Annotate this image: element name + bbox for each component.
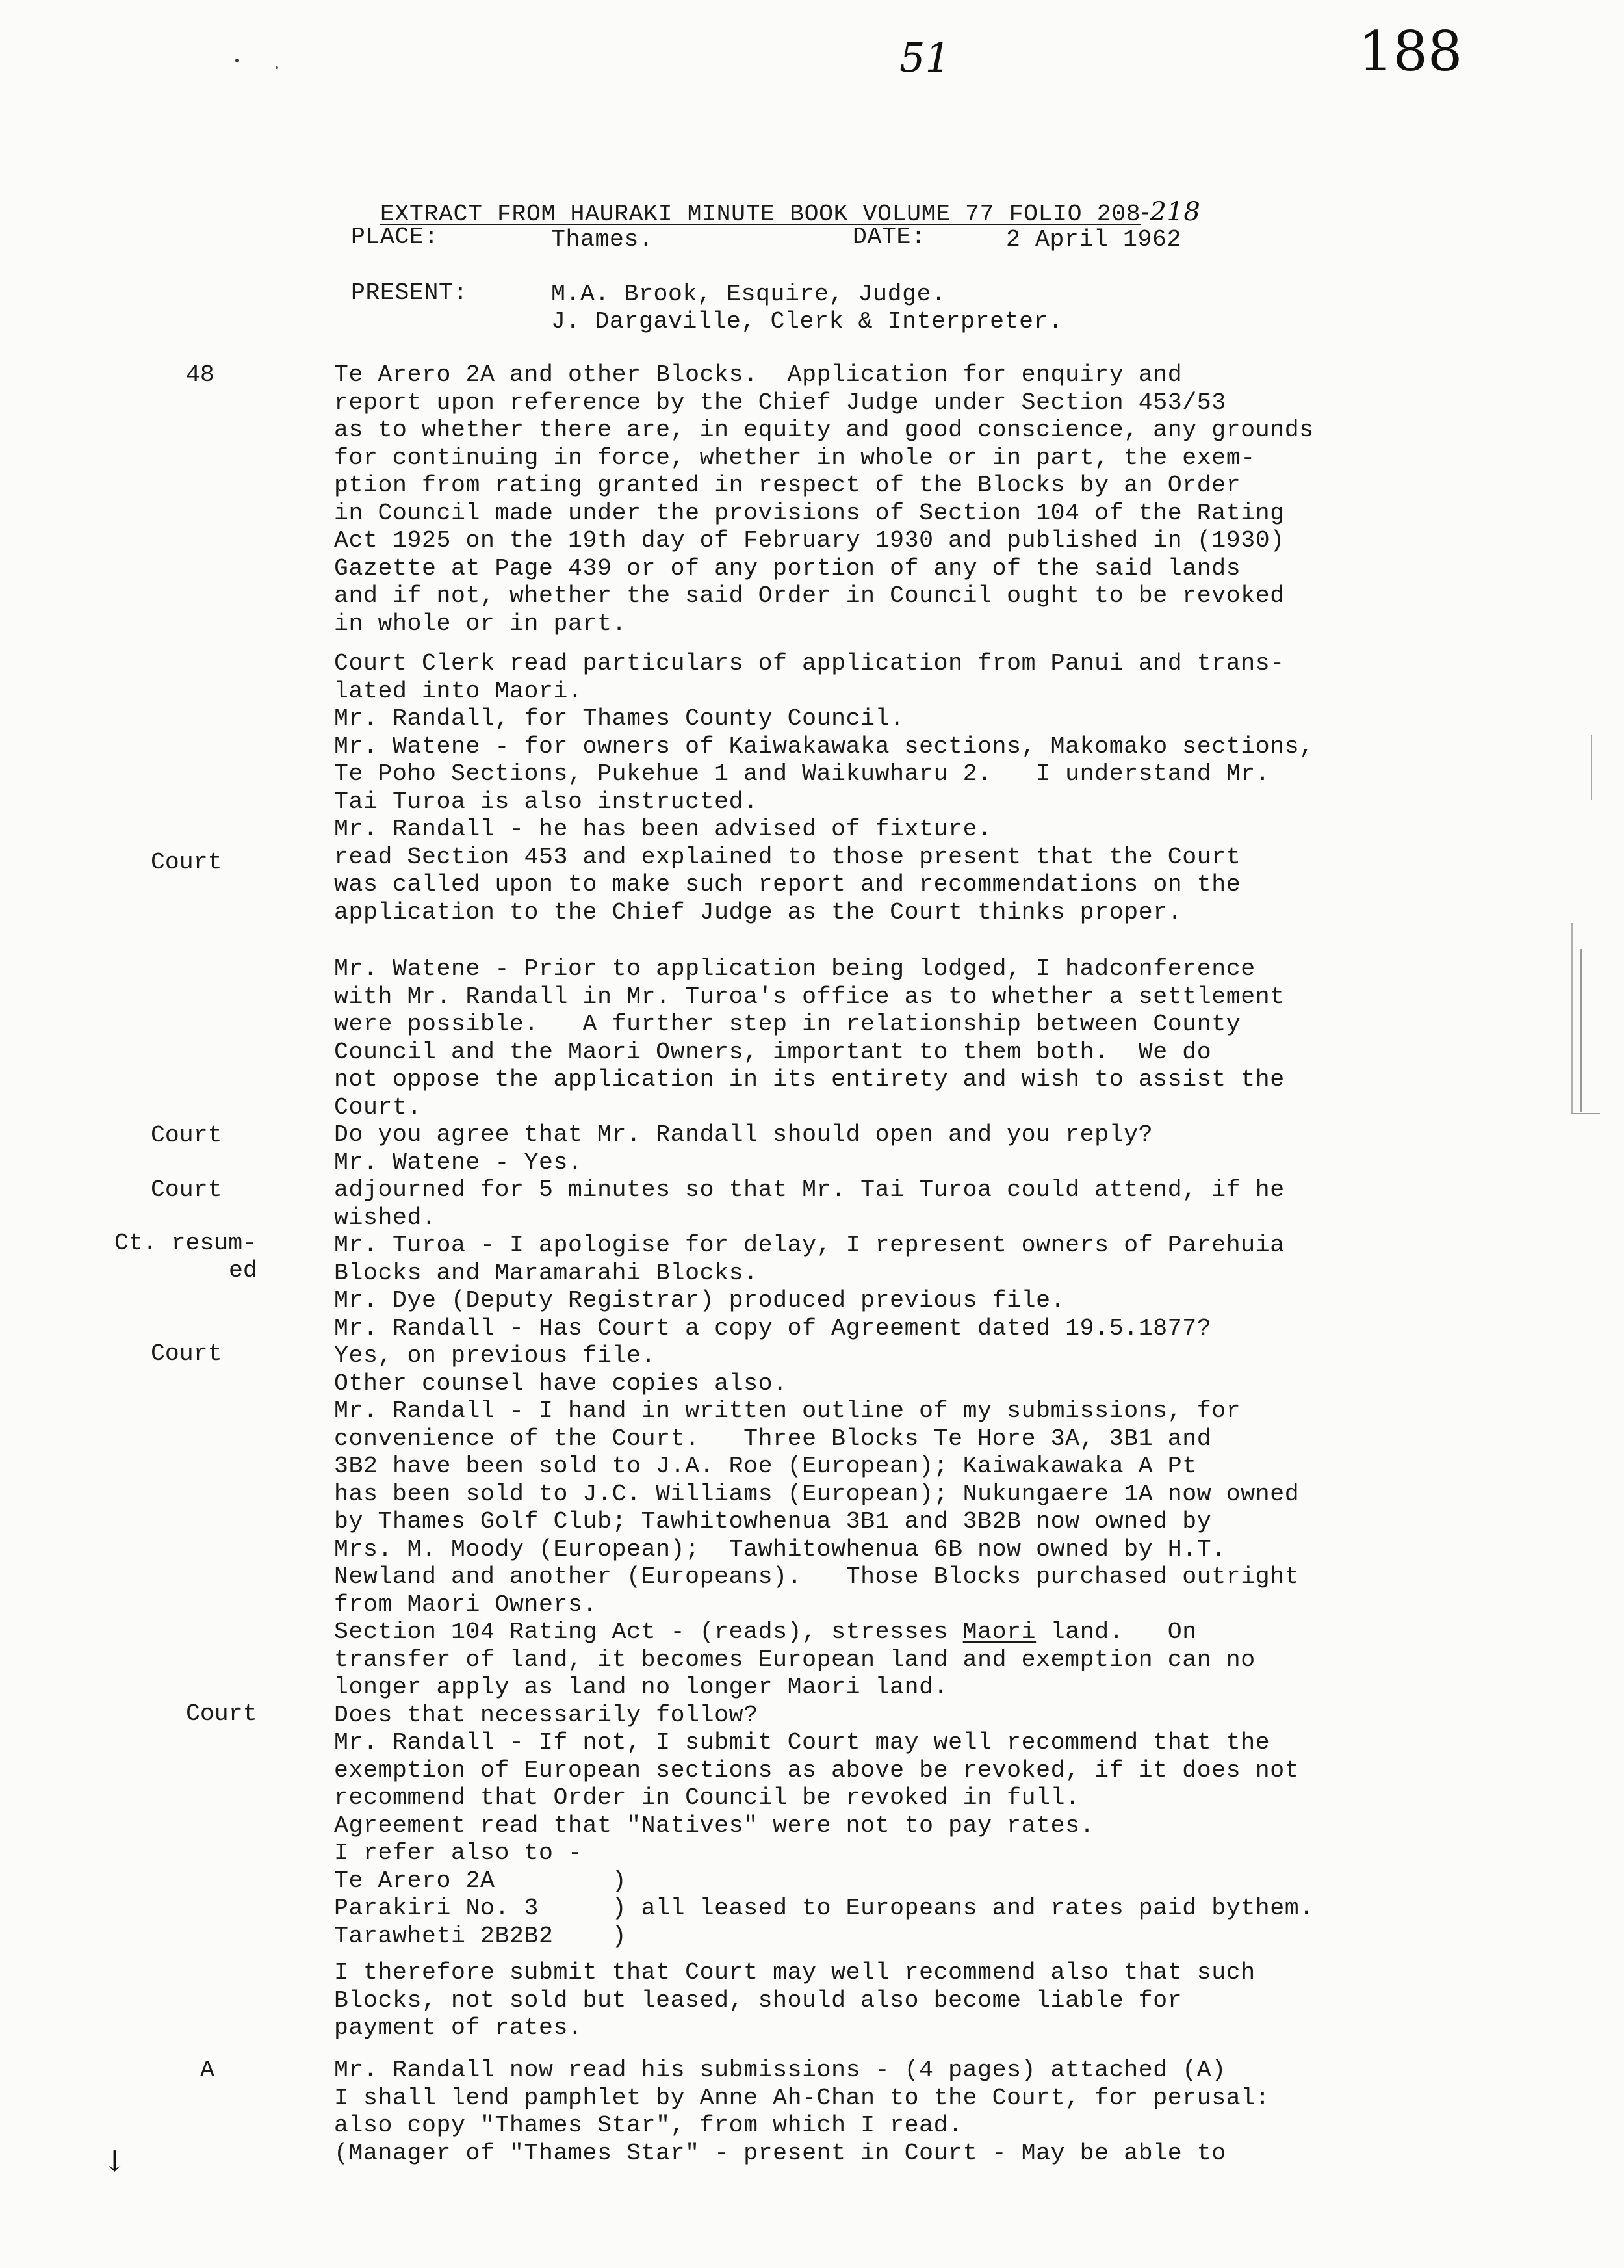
present-line: M.A. Brook, Esquire, Judge. xyxy=(551,281,946,307)
body-line: Act 1925 on the 19th day of February 1930 and published in (1930) xyxy=(334,527,1285,554)
body-line: ption from rating granted in respect of the Blocks by an Order xyxy=(334,472,1241,499)
scan-edge-line xyxy=(1591,735,1592,800)
body-line: Tarawheti 2B2B2 ) xyxy=(334,1922,627,1949)
body-line: longer apply as land no longer Maori land. xyxy=(334,1674,949,1701)
body-line: were possible. A further step in relationship between County xyxy=(334,1011,1241,1037)
section-104-text-end: land. On xyxy=(1036,1619,1197,1645)
document-title xyxy=(351,170,1200,228)
date-value: 2 April 1962 xyxy=(1006,226,1182,253)
margin-note-attachment: A xyxy=(200,2057,214,2083)
underlined-maori: Maori xyxy=(962,1619,1037,1645)
body-line: as to whether there are, in equity and good conscience, any grounds xyxy=(334,417,1314,443)
body-line: (Manager of "Thames Star" - present in Court - May be able to xyxy=(334,2139,1226,2167)
body-line: adjourned for 5 minutes so that Mr. Tai Turoa could attend, if he xyxy=(334,1177,1285,1203)
body-line: Te Poho Sections, Pukehue 1 and Waikuwharu 2. I understand Mr. xyxy=(334,761,1270,787)
paragraph-submissions xyxy=(334,2057,1270,2167)
body-line: not oppose the application in its entirety and wish to assist the xyxy=(334,1066,1285,1093)
body-line: Mr. Dye (Deputy Registrar) produced previous file. xyxy=(334,1287,1066,1314)
body-line: Newland and another (Europeans). Those Blocks purchased outright xyxy=(334,1563,1300,1590)
place-label: PLACE: xyxy=(351,224,439,250)
body-line: Blocks and Maramarahi Blocks. xyxy=(334,1259,758,1286)
handwritten-margin-mark: ↓ xyxy=(103,2145,127,2178)
body-line: application to the Chief Judge as the Court thinks proper. xyxy=(334,898,1183,926)
body-line: Parakiri No. 3 ) all leased to Europeans and rates paid bythem. xyxy=(334,1895,1314,1922)
body-line: payment of rates. xyxy=(334,2014,583,2041)
body-line: Mr. Watene - Prior to application being lodged, I hadconference xyxy=(334,956,1256,982)
body-line: has been sold to J.C. Williams (European); Nukungaere 1A now owned xyxy=(334,1480,1300,1507)
body-line: Mr. Randall, for Thames County Council. xyxy=(334,705,905,732)
stray-mark xyxy=(235,59,239,62)
body-line: with Mr. Randall in Mr. Turoa's office as to whether a settlement xyxy=(334,983,1285,1010)
margin-note-court: Court xyxy=(151,1122,222,1149)
body-line: Court. xyxy=(334,1093,422,1121)
body-line: I refer also to - xyxy=(334,1840,583,1866)
body-line: by Thames Golf Club; Tawhitowhenua 3B1 and 3B2B now owned by xyxy=(334,1508,1212,1535)
body-line: Te Arero 2A and other Blocks. Application for enquiry and xyxy=(334,361,1183,388)
body-line: Mr. Randall - he has been advised of fixture. xyxy=(334,816,992,842)
body-line: Blocks, not sold but leased, should also become liable for xyxy=(334,1987,1183,2014)
body-line: Court Clerk read particulars of application from Panui and trans- xyxy=(334,650,1285,677)
body-line: Council and the Maori Owners, important to them both. We do xyxy=(334,1038,1212,1065)
body-line: and if not, whether the said Order in Council ought to be revoked xyxy=(334,582,1285,609)
handwritten-folio-mark: 51 xyxy=(899,34,951,81)
body-line: Does that necessarily follow? xyxy=(334,1701,758,1728)
body-line: lated into Maori. xyxy=(334,677,583,705)
margin-note-court: Court xyxy=(186,1701,257,1727)
scan-edge-line xyxy=(1580,949,1582,1112)
body-line: read Section 453 and explained to those present that the Court xyxy=(334,843,1241,870)
body-line: report upon reference by the Chief Judge under Section 453/53 xyxy=(334,389,1226,416)
body-line: 3B2 have been sold to J.A. Roe (European); Kaiwakawaka A Pt xyxy=(334,1453,1197,1479)
paragraph-appearances xyxy=(334,650,1314,926)
margin-note-court: Court xyxy=(151,1340,222,1367)
body-line: Other counsel have copies also. xyxy=(334,1370,788,1397)
body-line: exemption of European sections as above be revoked, if it does not xyxy=(334,1756,1300,1784)
body-line: Gazette at Page 439 or of any portion of any of the said lands xyxy=(334,554,1241,582)
handwritten-page-number: 188 xyxy=(1358,20,1463,83)
body-line: recommend that Order in Council be revoked in full. xyxy=(334,1784,1080,1811)
margin-note-resumed-cont: ed xyxy=(229,1257,257,1284)
margin-item-number: 48 xyxy=(186,361,214,388)
body-line: wished. xyxy=(334,1204,437,1231)
body-line: Yes, on previous file. xyxy=(334,1342,656,1369)
paragraph-application xyxy=(334,361,1314,638)
place-value: Thames. xyxy=(551,226,654,253)
body-line: in whole or in part. xyxy=(334,610,627,637)
margin-note-resumed: Ct. resum- xyxy=(114,1230,257,1257)
body-line: Mr. Randall - If not, I submit Court may well recommend that the xyxy=(334,1729,1270,1756)
stray-mark xyxy=(276,66,278,69)
body-line: from Maori Owners. xyxy=(334,1591,598,1618)
body-line: convenience of the Court. Three Blocks Te Hore 3A, 3B1 and xyxy=(334,1425,1212,1452)
document-title-handwritten: -218 xyxy=(1141,196,1201,227)
body-line: Te Arero 2A ) xyxy=(334,1867,627,1894)
scan-edge-line xyxy=(1571,1113,1600,1114)
body-line: Mr. Watene - for owners of Kaiwakawaka sections, Makomako sections, xyxy=(334,733,1314,760)
body-line: Mr. Randall - I hand in written outline of my submissions, for xyxy=(334,1398,1241,1424)
body-line: also copy "Thames Star", from which I read. xyxy=(334,2112,963,2139)
body-line: Mr. Turoa - I apologise for delay, I represent owners of Parehuia xyxy=(334,1232,1285,1258)
body-line: I therefore submit that Court may well recommend also that such xyxy=(334,1959,1256,1986)
body-line: Mr. Randall now read his submissions - (4 pages) attached (A) xyxy=(334,2057,1226,2083)
body-line: Mr. Randall - Has Court a copy of Agreement dated 19.5.1877? xyxy=(334,1314,1212,1342)
body-line: in Council made under the provisions of Section 104 of the Rating xyxy=(334,499,1285,527)
scan-edge-line xyxy=(1571,923,1573,1113)
body-line: Mrs. M. Moody (European); Tawhitowhenua 6B now owned by H.T. xyxy=(334,1535,1226,1563)
paragraph-leased-blocks xyxy=(334,1959,1256,2042)
body-line: Agreement read that "Natives" were not to pay rates. xyxy=(334,1812,1095,1839)
body-line: I shall lend pamphlet by Anne Ah-Chan to the Court, for perusal: xyxy=(334,2084,1270,2111)
body-line: Mr. Watene - Yes. xyxy=(334,1149,583,1176)
present-line: J. Dargaville, Clerk & Interpreter. xyxy=(551,308,1063,335)
document-title-typed: EXTRACT FROM HAURAKI MINUTE BOOK VOLUME 77 FOLIO 208 xyxy=(380,200,1141,228)
body-line: Tai Turoa is also instructed. xyxy=(334,788,758,815)
section-104-text: Section 104 Rating Act - (reads), stresses xyxy=(334,1619,963,1645)
margin-note-court: Court xyxy=(151,849,222,876)
paragraph-proceedings xyxy=(334,956,1314,1950)
body-line: was called upon to make such report and recommendations on the xyxy=(334,871,1241,898)
body-line: Do you agree that Mr. Randall should open and you reply? xyxy=(334,1121,1154,1148)
body-line-section-104 xyxy=(334,1619,1314,1647)
date-label: DATE: xyxy=(853,224,926,250)
present-label: PRESENT: xyxy=(351,280,469,306)
body-line: for continuing in force, whether in whole or in part, the exem- xyxy=(334,444,1256,471)
body-line: transfer of land, it becomes European land and exemption can no xyxy=(334,1646,1256,1673)
margin-note-court: Court xyxy=(151,1177,222,1203)
